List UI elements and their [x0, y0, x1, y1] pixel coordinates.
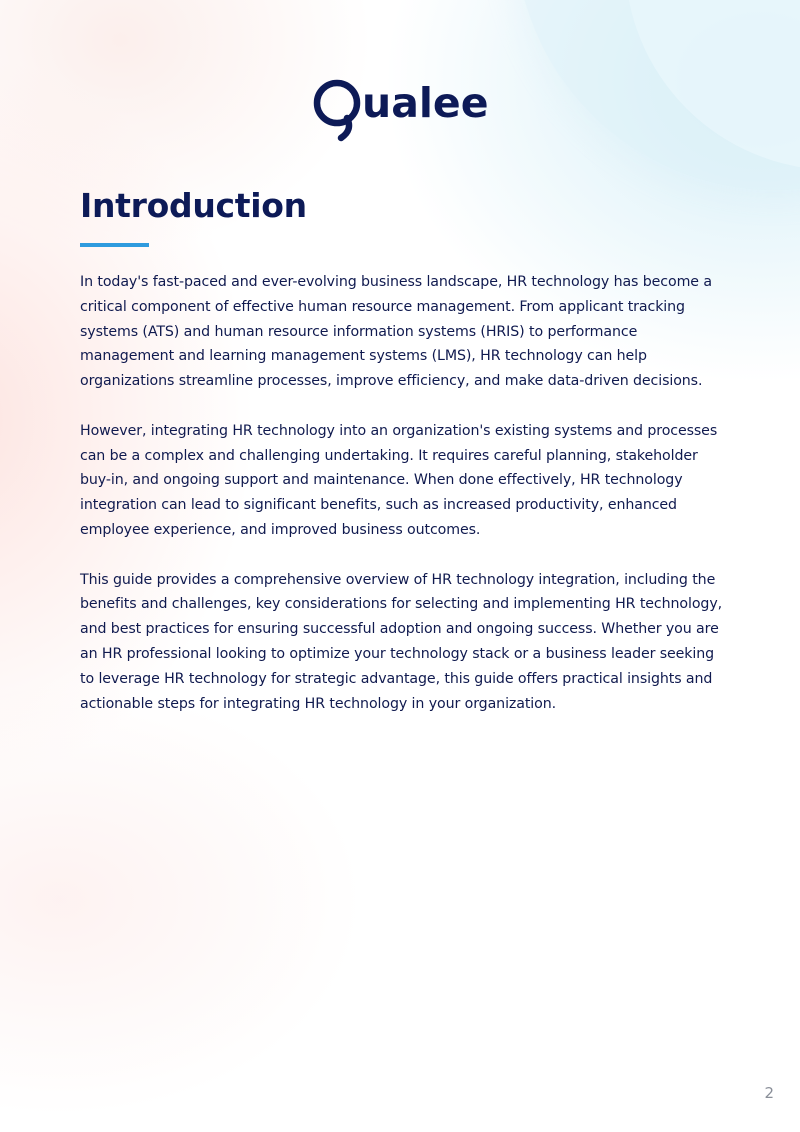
paragraph-1: In today's fast-paced and ever-evolving business landscape, HR technology has become a critical component of effective human resource management. From applicant tracking systems (ATS) and human resource information systems (HRIS) to performance management and learning management systems (LMS), HR technology can help organizations streamline processes, improve efficiency, and make data-driven decisions.: [80, 274, 712, 390]
logo-graphic: [311, 78, 491, 142]
paragraph-2: However, integrating HR technology into an organization's existing systems and processes can be a complex and challenging undertaking. It requires careful planning, stakeholder buy-in, and ongoing support and maintenance. When done effectively, HR technology integration can lead to significant benefits, such as increased productivity, enhanced employee experience, and improved business outcomes.: [80, 422, 718, 538]
page-number: 2: [764, 1084, 774, 1102]
title-underline: [80, 243, 149, 247]
body-content: [80, 270, 725, 741]
paragraph-3: This guide provides a comprehensive overview of HR technology integration, including the benefits and challenges, key considerations for selecting and implementing HR technology, and best practices for ensuring successful adoption and ongoing success. Whether you are an HR professional looking to optimize your technology stack or a business leader seeking to leverage HR technology for strategic advantage, this guide offers practical insights and actionable steps for integrating HR technology in your organization.: [80, 571, 723, 712]
qualee-logo: [311, 78, 491, 142]
logo-wordmark: ualee: [362, 79, 489, 127]
page-title: Introduction: [80, 186, 307, 225]
logo-q-ring-icon: [317, 83, 357, 123]
